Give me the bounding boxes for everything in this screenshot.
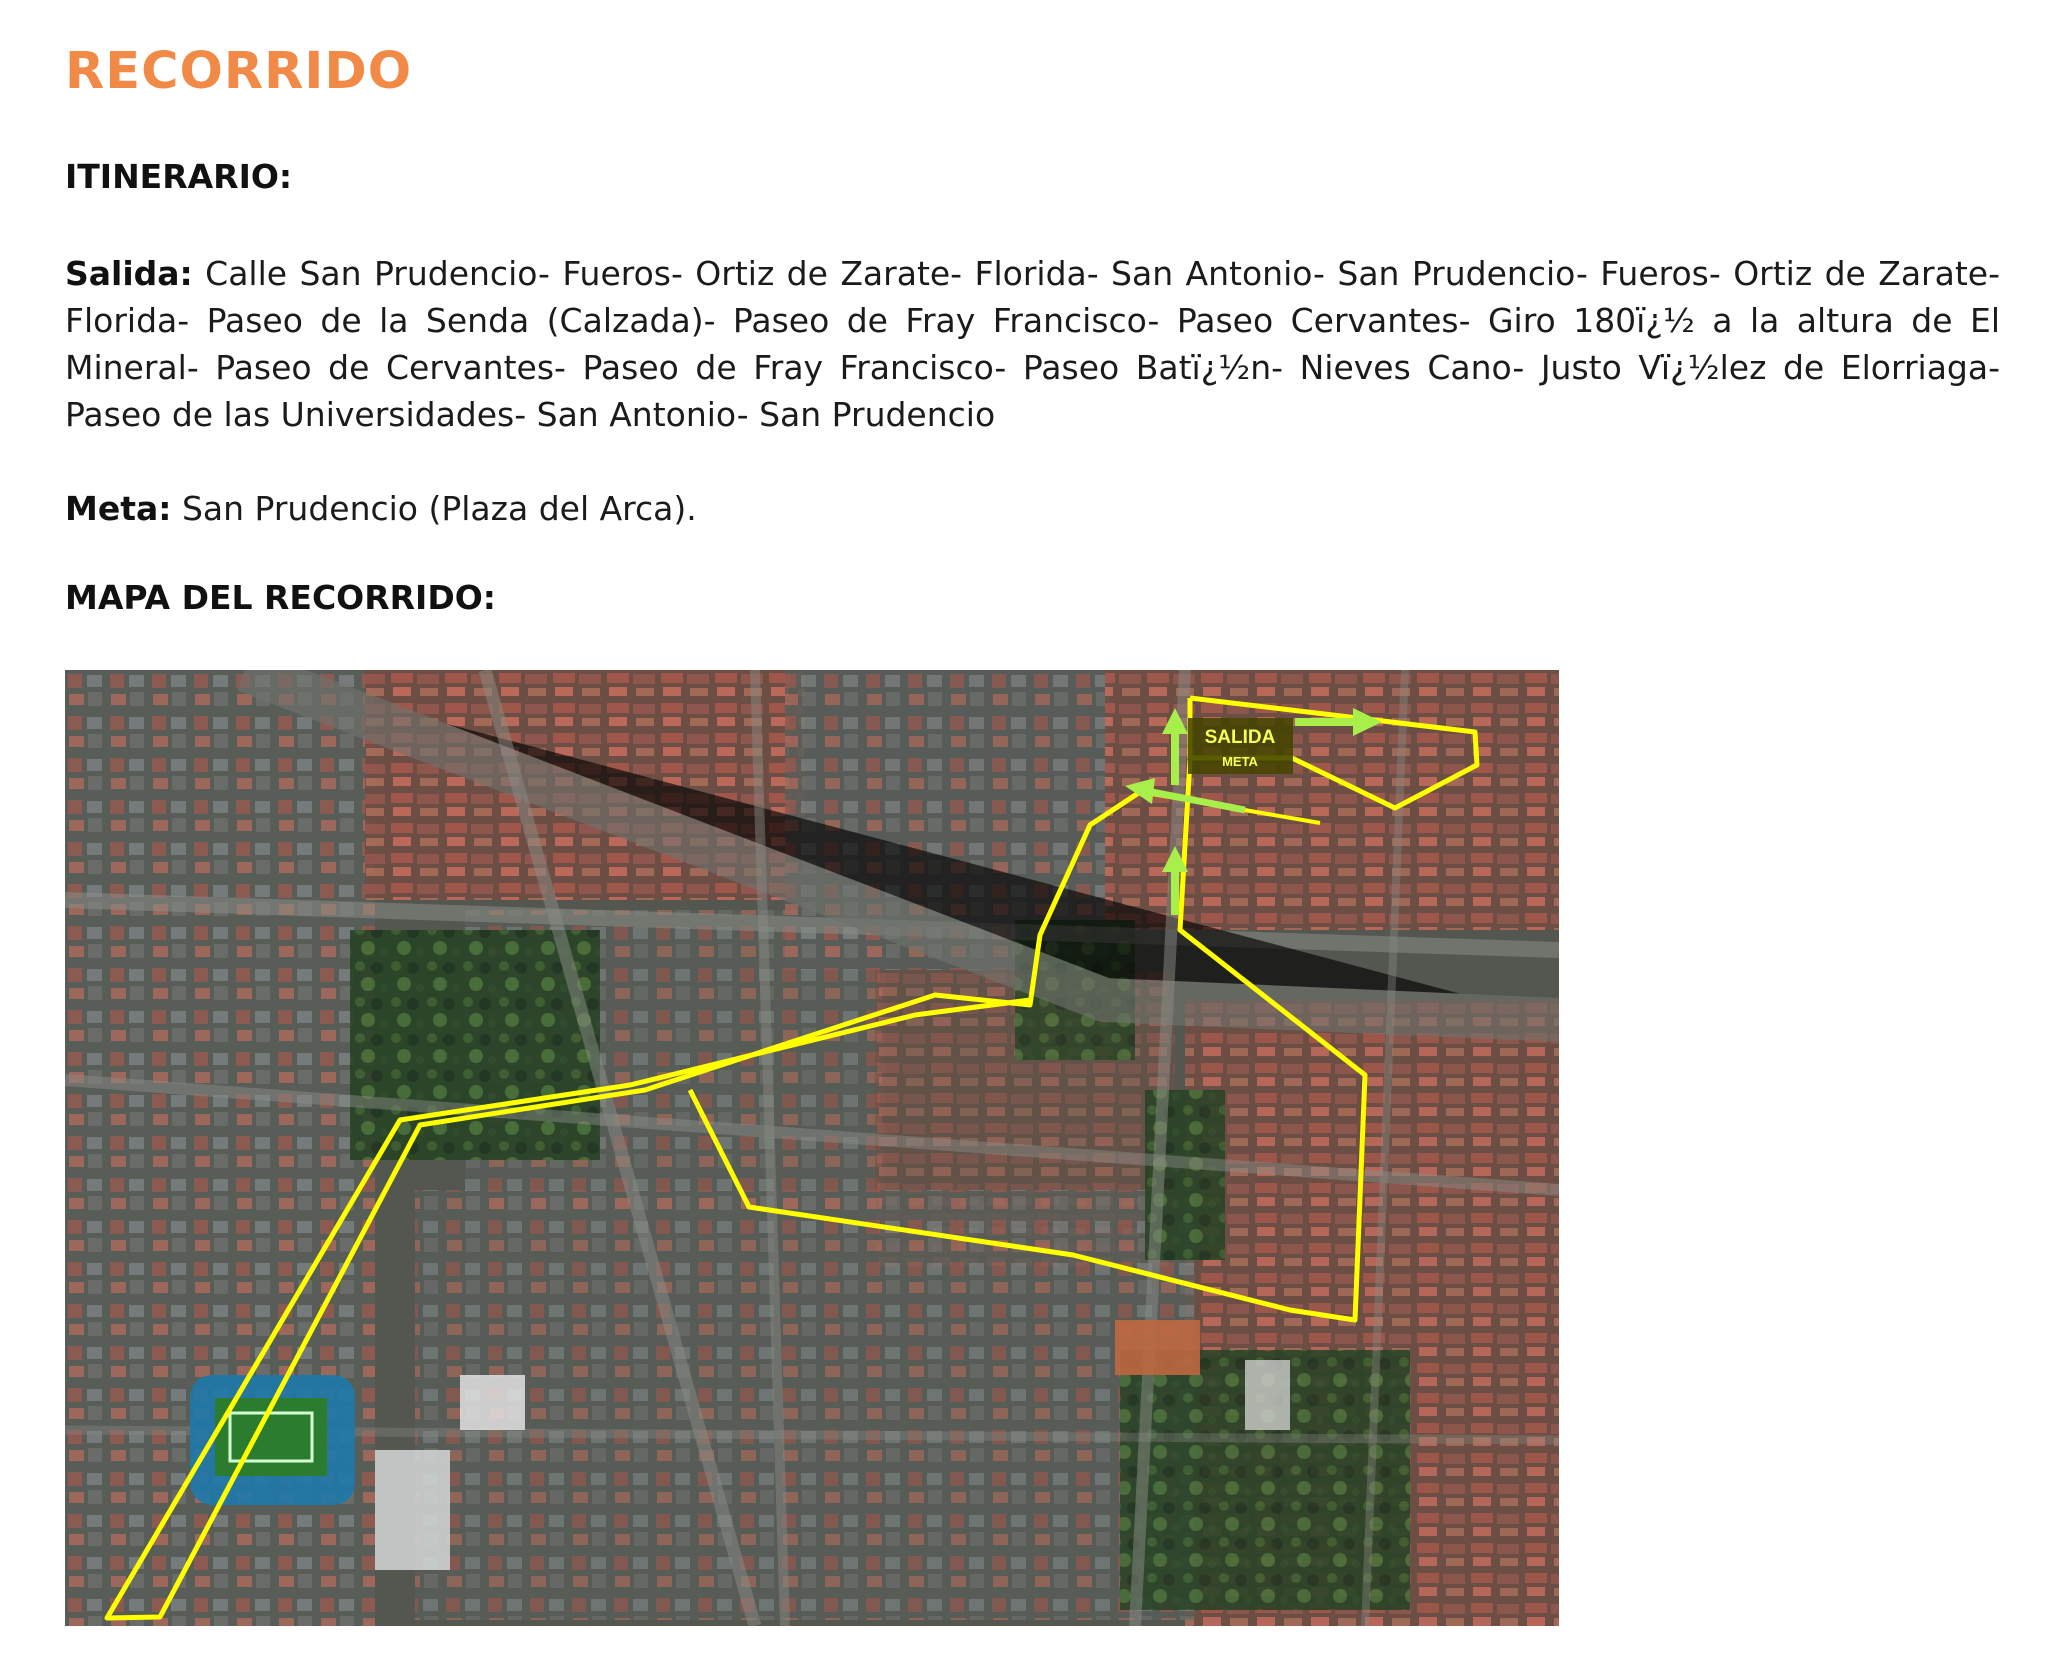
start-route-text: Calle San Prudencio- Fueros- Ortiz de Zarate- Florida- San Antonio- San Prudencio- Fueros- Ortiz de Zarate- Florida- Paseo de la Senda (Calzada)- Paseo de Fray Francisco- Paseo Cervantes- Giro 180ï¿½ a la altura de El Mineral- Paseo de Cervantes- Paseo de Fray Francisco- Paseo Batï¿½n- Nieves Cano- Justo Vï¿½lez de Elorriaga- Paseo de las Universidades- San Antonio- San Prudencio [65, 254, 2000, 434]
page-title: RECORRIDO [65, 42, 413, 101]
start-route-paragraph [65, 250, 2000, 442]
route-map-image [65, 670, 1559, 1626]
finish-label: Meta: [65, 489, 172, 528]
finish-location-text: San Prudencio (Plaza del Arca). [171, 489, 697, 528]
start-label: Salida: [65, 254, 193, 293]
route-map-heading: MAPA DEL RECORRIDO: [65, 578, 496, 617]
route-map-svg [65, 670, 1559, 1626]
start-map-label: SALIDA [1204, 727, 1276, 748]
finish-paragraph [65, 485, 2000, 532]
itinerary-heading: ITINERARIO: [65, 157, 293, 196]
start-finish-marker [1188, 718, 1293, 774]
finish-map-label: META [1222, 754, 1258, 769]
